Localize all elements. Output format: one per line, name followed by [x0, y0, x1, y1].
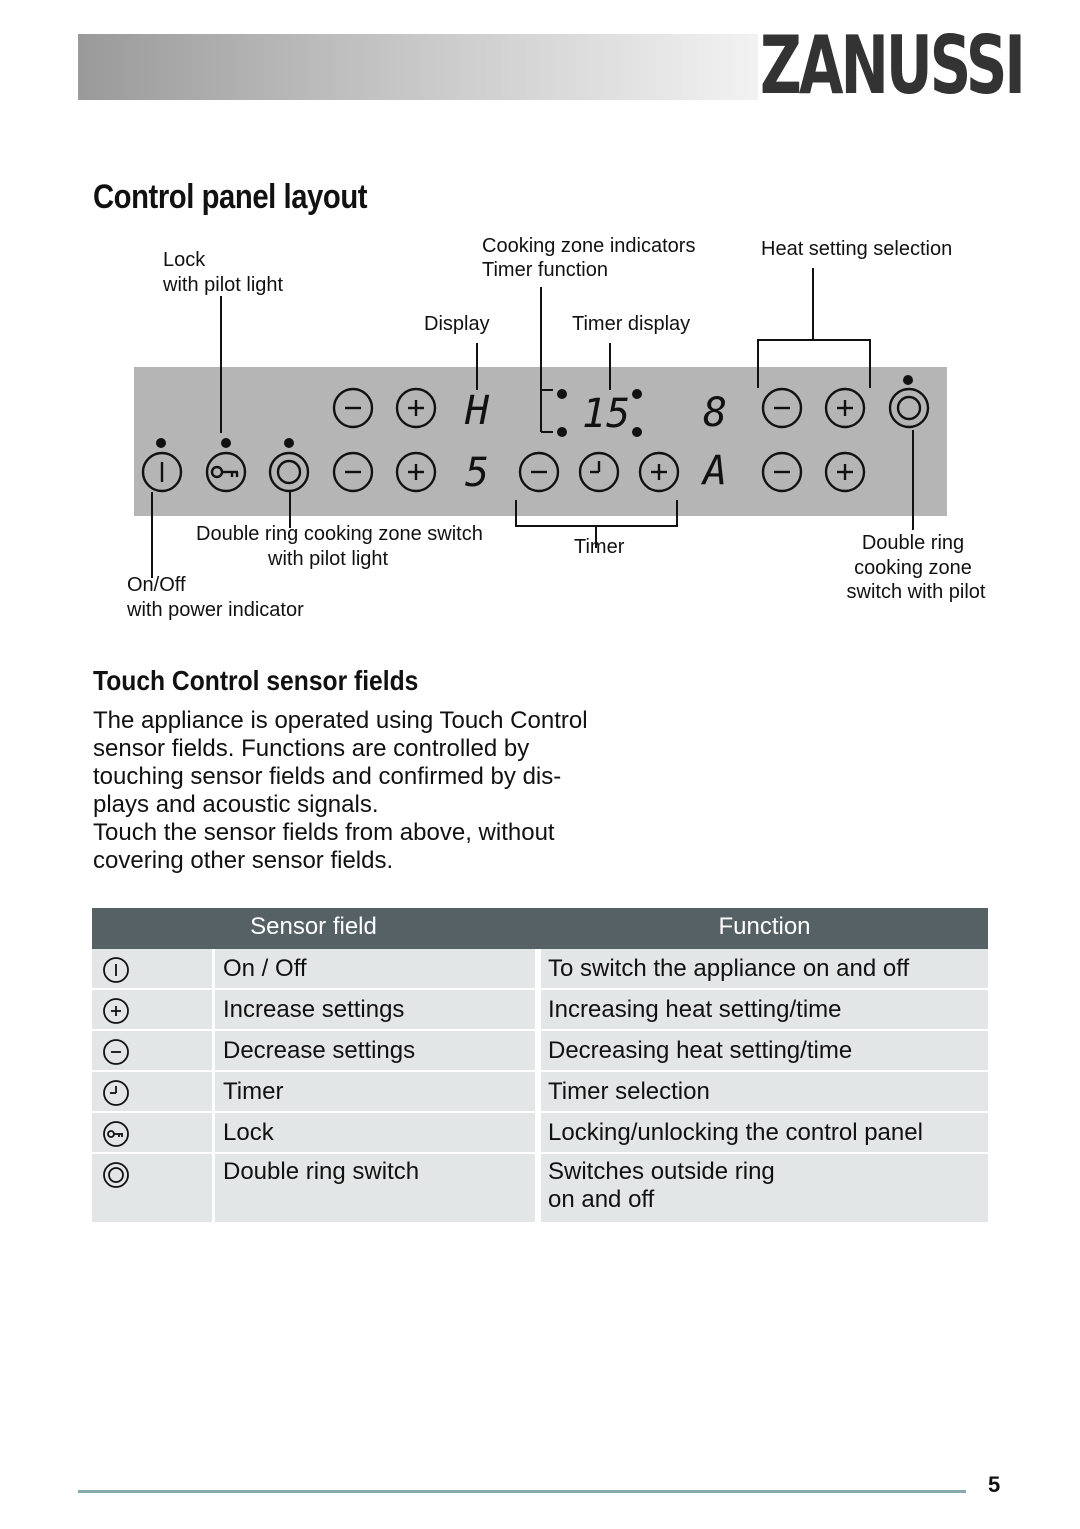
label-lock-sub: with pilot light	[163, 274, 284, 296]
sensor-name: On / Off	[215, 949, 535, 988]
label-timer-display: Timer display	[572, 313, 691, 335]
header-function: Function	[541, 908, 988, 948]
label-heat-setting-selection: Heat setting selection	[761, 238, 953, 260]
right-double-ring-pilot-dot	[903, 375, 913, 385]
sensor-icon-cell	[92, 1072, 212, 1111]
sensor-icon-cell	[92, 990, 212, 1029]
paragraph-line: touching sensor fields and confirmed by dis-	[93, 763, 562, 790]
label-onoff: On/Off	[127, 574, 186, 596]
zone-display-top: H	[465, 388, 490, 434]
sensor-function: Decreasing heat setting/time	[541, 1031, 988, 1070]
table-row	[92, 949, 988, 990]
label-double-ring-right-3: switch with pilot	[846, 581, 986, 603]
label-timer: Timer	[574, 536, 625, 558]
paragraph-line: The appliance is operated using Touch Control	[93, 707, 588, 734]
sensor-name: Timer	[215, 1072, 535, 1111]
zone-indicator-dot	[557, 389, 567, 399]
header-sensor-field: Sensor field	[92, 908, 535, 948]
sensor-icon-cell	[92, 1031, 212, 1070]
paragraph-line: Touch the sensor fields from above, without	[93, 819, 555, 846]
zone-indicator-dot	[632, 427, 642, 437]
plus-icon	[102, 997, 130, 1025]
page-number: 5	[988, 1472, 1001, 1497]
table-row	[92, 1072, 988, 1113]
sensor-function: Locking/unlocking the control panel	[541, 1113, 988, 1152]
sensor-icon-cell	[92, 1113, 212, 1152]
clock-icon	[102, 1079, 130, 1107]
footer-rule	[78, 1490, 966, 1493]
section-title: Touch Control sensor fields	[93, 665, 419, 696]
table-row	[92, 990, 988, 1031]
zone-display-bottom: 5	[465, 450, 490, 496]
zone-display-right-top: 8	[703, 390, 728, 436]
sensor-function: To switch the appliance on and off	[541, 949, 988, 988]
double-ring-pilot-dot	[284, 438, 294, 448]
minus-icon	[102, 1038, 130, 1066]
paragraph-line: covering other sensor fields.	[93, 847, 394, 874]
label-onoff-sub: with power indicator	[127, 599, 304, 621]
zone-display-right-bottom: A	[703, 448, 728, 494]
sensor-function: Increasing heat setting/time	[541, 990, 988, 1029]
table-row	[92, 1154, 988, 1224]
label-lock: Lock	[163, 249, 206, 271]
sensor-field-table	[92, 908, 988, 1224]
sensor-name: Decrease settings	[215, 1031, 535, 1070]
label-double-ring-right-2: cooking zone	[854, 557, 972, 579]
paragraph-line: sensor fields. Functions are controlled by	[93, 735, 530, 762]
lock-pilot-dot	[221, 438, 231, 448]
label-timer-function: Timer function	[482, 259, 608, 281]
sensor-icon-cell	[92, 1154, 212, 1222]
key-icon	[102, 1120, 130, 1148]
sensor-name-text: Double ring switch	[223, 1158, 420, 1185]
label-cooking-zone-indicators: Cooking zone indicators	[482, 235, 696, 257]
sensor-name: Increase settings	[215, 990, 535, 1029]
brand-logo: ZANUSSI	[760, 19, 1023, 112]
sensor-name	[215, 1154, 535, 1222]
page-title: Control panel layout	[93, 178, 368, 216]
sensor-icon-cell	[92, 949, 212, 988]
double-ring-icon	[102, 1161, 130, 1189]
power-pilot-dot	[156, 438, 166, 448]
table-row	[92, 1113, 988, 1154]
sensor-name: Lock	[215, 1113, 535, 1152]
table-row	[92, 1031, 988, 1072]
sensor-function	[541, 1154, 988, 1222]
label-double-ring-switch-sub: with pilot light	[268, 548, 389, 570]
label-double-ring-switch: Double ring cooking zone switch	[196, 523, 483, 545]
intro-paragraph	[93, 707, 653, 875]
timer-display: 15	[582, 391, 631, 437]
label-display: Display	[424, 313, 490, 335]
sensor-function-line: Switches outside ring	[548, 1158, 775, 1185]
sensor-function-line: on and off	[548, 1186, 655, 1213]
paragraph-line: plays and acoustic signals.	[93, 791, 379, 818]
zone-indicator-dot	[632, 389, 642, 399]
table-header-row	[92, 908, 988, 949]
sensor-function: Timer selection	[541, 1072, 988, 1111]
zone-indicator-dot	[557, 427, 567, 437]
label-double-ring-right-1: Double ring	[861, 532, 965, 554]
power-icon	[102, 956, 130, 984]
